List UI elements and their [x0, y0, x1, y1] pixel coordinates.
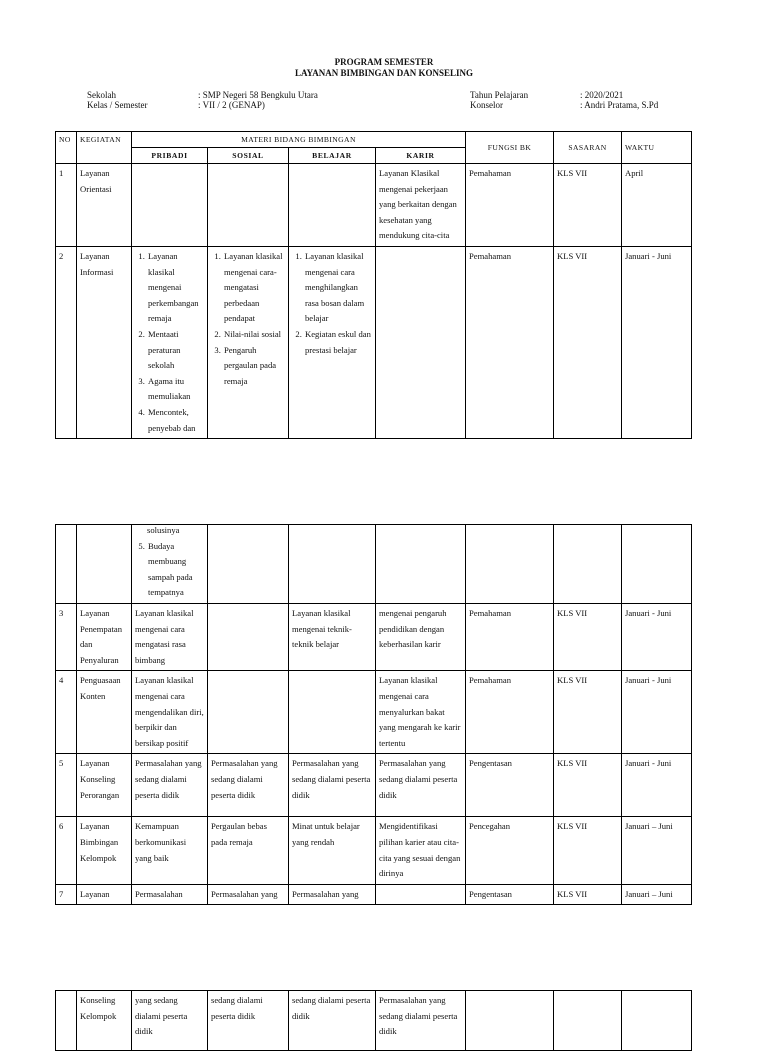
continued-text: solusinya — [147, 525, 180, 535]
table-row — [56, 671, 692, 754]
list-item: 1. Layanan klasikal mengenai perkembangan remaja — [147, 249, 204, 327]
row-belajar: Permasalahan yang — [289, 884, 376, 905]
document-title: PROGRAM SEMESTER — [334, 57, 434, 67]
row-kegiatan: Penguasaan Konten — [77, 671, 132, 754]
table-row — [56, 754, 692, 817]
header-belajar: BELAJAR — [289, 148, 376, 164]
list-item: 3. Agama itu memuliakan — [147, 374, 204, 405]
table-row — [56, 991, 692, 1051]
list-item: 1. Layanan klasikal mengenai cara-mengatasi perbedaan pendapat — [223, 249, 285, 327]
kelas-value: : VII / 2 (GENAP) — [198, 100, 265, 110]
row-kegiatan: Layanan Orientasi — [77, 164, 132, 247]
row-no: 1 — [56, 164, 77, 247]
row-no: 5 — [56, 754, 77, 817]
row-sasaran: KLS VII — [554, 246, 622, 438]
table-row — [56, 884, 692, 905]
header-waktu: WAKTU — [622, 132, 692, 164]
row-pribadi: Permasalahan — [132, 884, 208, 905]
list-item: 2. Kegiatan eskul dan prestasi belajar — [304, 327, 372, 358]
row-pribadi: Permasalahan yang sedang dialami peserta didik — [132, 754, 208, 817]
row-no: 6 — [56, 817, 77, 884]
row-karir: Mengidentifikasi pilihan karier atau cita-cita yang sesuai dengan dirinya — [376, 817, 466, 884]
konselor-label: Konselor — [470, 100, 503, 110]
row-sasaran: KLS VII — [554, 817, 622, 884]
tahun-value: : 2020/2021 — [580, 90, 624, 100]
row-belajar — [289, 246, 376, 438]
table-row — [56, 525, 692, 604]
row-fungsi: Pemahaman — [466, 671, 554, 754]
list-item: 2. Mentaati peraturan sekolah — [147, 327, 204, 374]
row-belajar: Minat untuk belajar yang rendah — [289, 817, 376, 884]
row-kegiatan: Layanan Konseling Perorangan — [77, 754, 132, 817]
row-pribadi: Layanan klasikal mengenai cara mengatasi rasa bimbang — [132, 603, 208, 670]
row-no: 3 — [56, 603, 77, 670]
row-belajar: sedang dialami peserta didik — [289, 991, 376, 1051]
table-row — [56, 246, 692, 438]
row-karir: Permasalahan yang sedang dialami peserta didik — [376, 754, 466, 817]
kelas-label: Kelas / Semester — [87, 100, 148, 110]
row-sosial: Permasalahan yang sedang dialami peserta didik — [208, 754, 289, 817]
row-waktu: Januari - Juni — [622, 671, 692, 754]
konselor-value: : Andri Pratama, S.Pd — [580, 100, 659, 110]
row-pribadi: Layanan klasikal mengenai cara mengendalikan diri, berpikir dan bersikap positif — [132, 671, 208, 754]
row-kegiatan: Layanan Bimbingan Kelompok — [77, 817, 132, 884]
row-waktu: Januari - Juni — [622, 603, 692, 670]
row-sosial — [208, 246, 289, 438]
row-kegiatan: Layanan — [77, 884, 132, 905]
row-sasaran: KLS VII — [554, 884, 622, 905]
row-pribadi — [132, 525, 208, 604]
row-karir: Permasalahan yang sedang dialami peserta didik — [376, 991, 466, 1051]
row-belajar: Permasalahan yang sedang dialami peserta didik — [289, 754, 376, 817]
row-waktu: Januari – Juni — [622, 817, 692, 884]
row-sasaran: KLS VII — [554, 754, 622, 817]
row-sasaran: KLS VII — [554, 671, 622, 754]
row-fungsi: Pencegahan — [466, 817, 554, 884]
row-fungsi: Pengentasan — [466, 884, 554, 905]
row-pribadi: yang sedang dialami peserta didik — [132, 991, 208, 1051]
row-fungsi: Pengentasan — [466, 754, 554, 817]
row-karir: mengenai pengaruh pendidikan dengan keberhasilan karir — [376, 603, 466, 670]
header-sosial: SOSIAL — [208, 148, 289, 164]
row-waktu: Januari – Juni — [622, 884, 692, 905]
row-kegiatan: Konseling Kelompok — [77, 991, 132, 1051]
list-item: 5. Budaya membuang sampah pada tempatnya — [147, 539, 204, 601]
row-no: 4 — [56, 671, 77, 754]
list-item: 1. Layanan klasikal mengenai cara menghilangkan rasa bosan dalam belajar — [304, 249, 372, 327]
header-fungsi: FUNGSI BK — [466, 132, 554, 164]
schedule-table-page1 — [55, 131, 692, 439]
row-kegiatan: Layanan Penempatan dan Penyaluran — [77, 603, 132, 670]
list-item: 4. Mencontek, penyebab dan — [147, 405, 204, 436]
list-item: 2. Nilai-nilai sosial — [223, 327, 285, 343]
row-sasaran: KLS VII — [554, 164, 622, 247]
header-materi: MATERI BIDANG BIMBINGAN — [132, 132, 466, 148]
header-karir: KARIR — [376, 148, 466, 164]
table-row — [56, 817, 692, 884]
header-no: NO — [56, 132, 77, 164]
row-no: 7 — [56, 884, 77, 905]
header-kegiatan: KEGIATAN — [77, 132, 132, 164]
row-fungsi: Pemahaman — [466, 246, 554, 438]
row-fungsi: Pemahaman — [466, 164, 554, 247]
row-waktu: Januari - Juni — [622, 246, 692, 438]
row-waktu: April — [622, 164, 692, 247]
row-sosial: Permasalahan yang — [208, 884, 289, 905]
row-sosial: Pergaulan bebas pada remaja — [208, 817, 289, 884]
list-item: 3. Pengaruh pergaulan pada remaja — [223, 343, 285, 390]
row-fungsi: Pemahaman — [466, 603, 554, 670]
row-pribadi: Kemampuan berkomunikasi yang baik — [132, 817, 208, 884]
table-row — [56, 164, 692, 247]
tahun-label: Tahun Pelajaran — [470, 90, 529, 100]
row-no: 2 — [56, 246, 77, 438]
table-row — [56, 603, 692, 670]
sekolah-value: : SMP Negeri 58 Bengkulu Utara — [198, 90, 318, 100]
row-karir: Layanan klasikal mengenai cara menyalurkan bakat yang mengarah ke karir tertentu — [376, 671, 466, 754]
header-pribadi: PRIBADI — [132, 148, 208, 164]
schedule-table-page2 — [55, 524, 692, 905]
row-pribadi — [132, 246, 208, 438]
row-waktu: Januari - Juni — [622, 754, 692, 817]
row-kegiatan: Layanan Informasi — [77, 246, 132, 438]
document-subtitle: LAYANAN BIMBINGAN DAN KONSELING — [294, 68, 474, 78]
row-sasaran: KLS VII — [554, 603, 622, 670]
row-karir: Layanan Klasikal mengenai pekerjaan yang berkaitan dengan kesehatan yang mendukung cita-cita — [376, 164, 466, 247]
sekolah-label: Sekolah — [87, 90, 116, 100]
row-sosial: sedang dialami peserta didik — [208, 991, 289, 1051]
schedule-table-page3 — [55, 990, 692, 1051]
row-belajar: Layanan klasikal mengenai teknik-teknik belajar — [289, 603, 376, 670]
header-sasaran: SASARAN — [554, 132, 622, 164]
